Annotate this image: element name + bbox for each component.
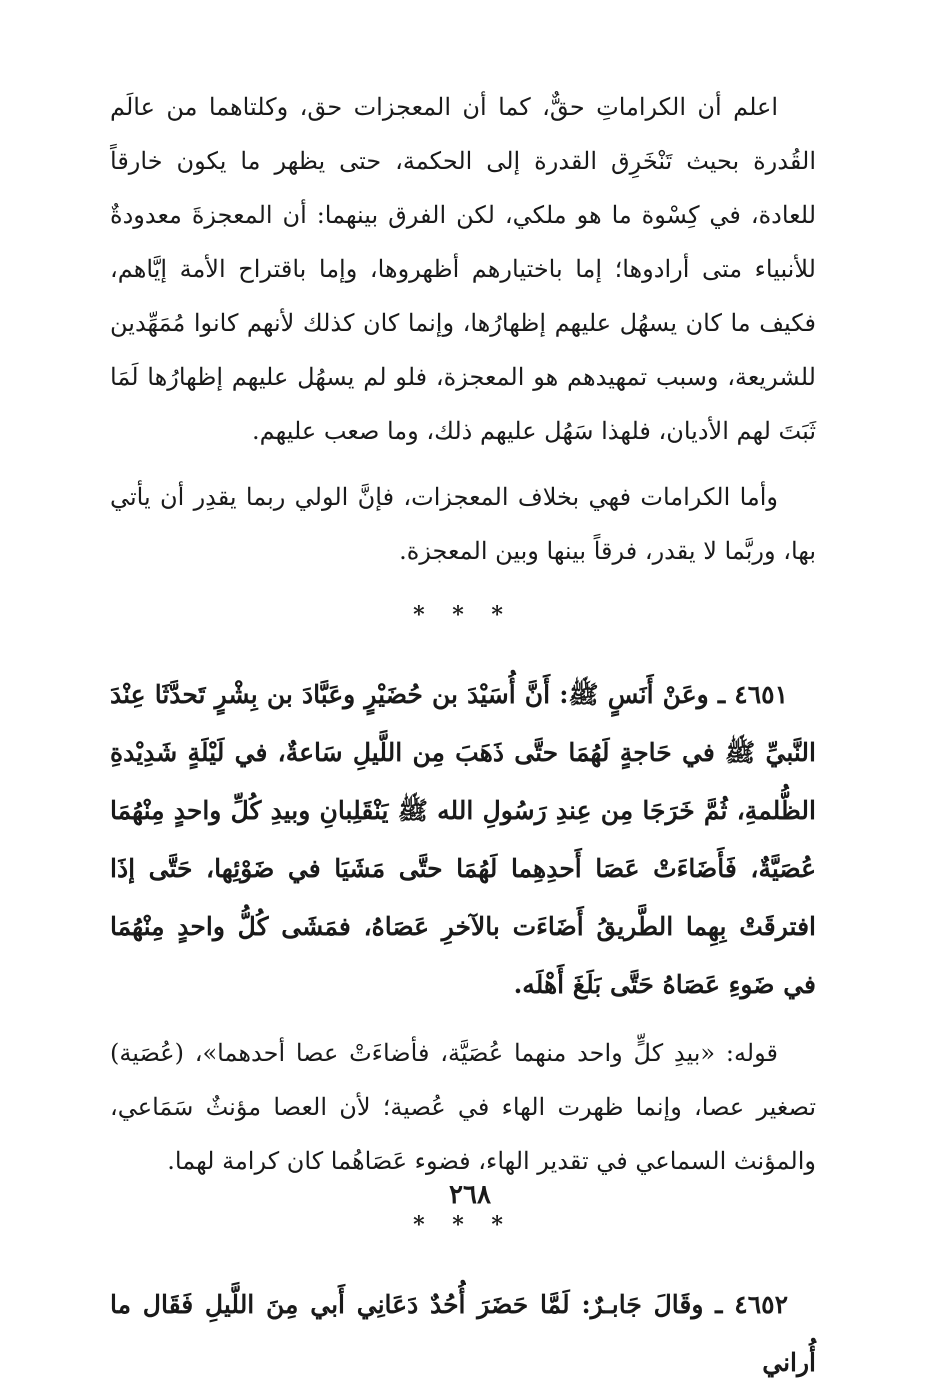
paragraph-gap — [110, 458, 816, 470]
section-separator-2: * * * — [413, 1212, 513, 1238]
hadith-4652-text: ٤٦٥٢ ـ وقَالَ جَابـرٌ: لَمَّا حَضَرَ أُحُدٌ دَعَانِي أَبي مِنَ اللَّيلِ فَقَال ما أُراني — [110, 1290, 816, 1377]
paragraph-gap — [110, 1014, 816, 1026]
karamat-paragraph-2: وأما الكرامات فهي بخلاف المعجزات، فإنَّ الولي ربما يقدِر أن يأتي بها، وربَّما لا يقدر، فرقاً بينها وبين المعجزة. — [110, 483, 816, 565]
hadith-4651-commentary: قوله: «بيدِ كلٍّ واحد منهما عُصَيَّة، فأضاءَتْ عصا أحدهما»، (عُصَية) تصغير عصا، وإنما ظهرت الهاء في عُصية؛ لأن العصا مؤنثٌ سَمَاعي، والمؤنث السماعي في تقدير الهاء، فضوء عَصَاهُما كان كرامة لهما. — [110, 1039, 816, 1175]
section-separator-1: * * * — [413, 602, 513, 628]
karamat-paragraph-1: اعلم أن الكراماتِ حقٌّ، كما أن المعجزات حق، وكلتاهما من عالَم القُدرة بحيث تَنْخَرِق القدرة إلى الحكمة، حتى يظهر ما يكون خارقاً للعادة، في كِسْوة ما هو ملكي، لكن الفرق بينهما: أن المعجزةَ معدودةٌ للأنبياء متى أرادوها؛ إما باختيارهم أظهروها، وإما باقتراح الأمة إيَّاهم، فكيف ما كان يسهُل عليهم إظهارُها، وإنما كان كذلك لأنهم كانوا مُمَهِّدين للشريعة، وسبب تمهيدهم هو المعجزة، فلو لم يسهُل عليهم إظهارُها لَمَا ثَبَتَ لهم الأديان، فلهذا سَهُل عليهم ذلك، وما صعب عليهم. — [110, 93, 817, 445]
hadith-4651-text: ٤٦٥١ ـ وعَنْ أَنَسٍ ﷺ: أَنَّ أُسَيْدَ بن حُضَيْرٍ وعَبَّادَ بن بِشْرٍ تَحدَّثَا عِنْدَ النَّبيِّ ﷺ في حَاجةٍ لَهُمَا حتَّى ذَهَبَ مِن اللَّيلِ سَاعةٌ، في لَيْلَةٍ شَدِيْدةِ الظُّلمةِ، ثُمَّ خَرَجَا مِن عِندِ رَسُولِ الله ﷺ يَنْقَلِبانِ وبيدِ كُلِّ واحدٍ مِنْهُمَا عُصَيَّةٌ، فَأَضَاءَتْ عَصَا أَحدِهِما لَهُمَا حتَّى مَشَيَا في ضَوْئِها، حَتَّى إذَا افترقَتْ بِهِما الطَّريقُ أَضَاءَت بالآخرِ عَصَاهُ، فمَشَى كُلُّ واحدٍ مِنْهُمَا في ضَوءِ عَصَاهُ حَتَّى بَلَغَ أَهْلَه. — [110, 680, 816, 999]
page-number: ٢٦٨ — [449, 1180, 491, 1210]
